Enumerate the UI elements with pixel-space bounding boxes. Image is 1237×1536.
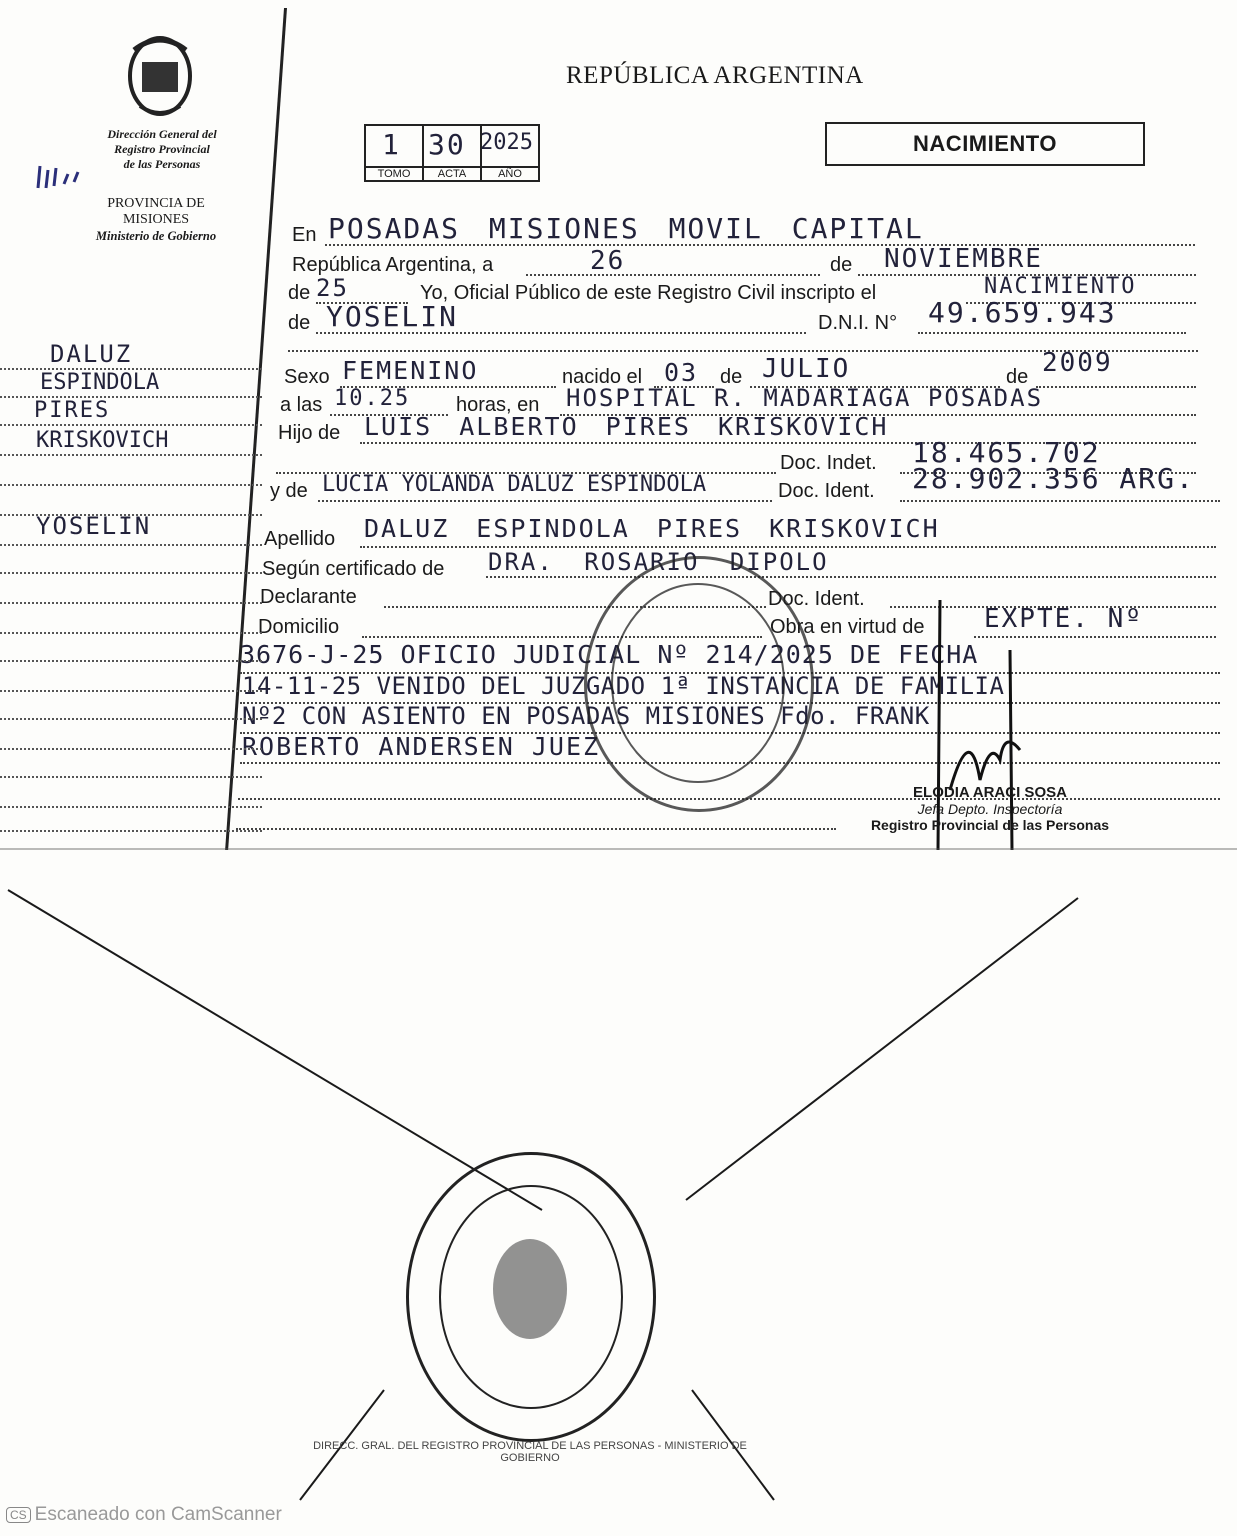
value-padre-doc: 18.465.702 <box>912 436 1101 469</box>
label-segun: Según certificado de <box>262 558 445 580</box>
label-a-las: a las <box>280 394 323 416</box>
label-de-anio: de <box>1006 366 1029 388</box>
agency-line-2: Registro Provincial <box>114 142 210 156</box>
value-sexo: FEMENINO <box>342 356 479 385</box>
province-line-1: PROVINCIA DE <box>107 196 205 211</box>
value-nac-anio: 2009 <box>1042 348 1113 378</box>
margin-note-1: DALUZ <box>50 340 133 368</box>
value-madre-doc: 28.902.356 ARG. <box>912 462 1195 495</box>
label-sexo: Sexo <box>284 366 330 388</box>
margin-note-5: YOSELIN <box>36 512 152 540</box>
label-nacido-el: nacido el <box>562 366 643 388</box>
value-dia: 26 <box>590 246 626 276</box>
value-nac-mes: JULIO <box>762 354 851 384</box>
label-de-2: de <box>288 282 311 304</box>
ministry-name: Ministerio de Gobierno <box>95 229 217 243</box>
tomo-label: TOMO <box>366 166 422 180</box>
anio-label: AÑO <box>482 166 538 180</box>
agency-line-3: de las Personas <box>123 157 201 171</box>
label-yo-oficial: Yo, Oficial Público de este Registro Civil inscripto el <box>420 282 877 304</box>
anio-value: 2025 <box>480 130 533 155</box>
registry-seal <box>406 1152 656 1442</box>
value-anio-corto: 25 <box>316 274 349 302</box>
margin-note-2: ESPINDOLA <box>40 370 160 395</box>
signature-title-1: Jefa Depto. Inspectoría <box>917 801 1063 817</box>
margin-note-3: PIRES <box>34 398 111 423</box>
label-dni: D.N.I. N° <box>818 312 898 334</box>
label-de-3: de <box>288 312 311 334</box>
signature-name: ELODIA ARACI SOSA <box>913 784 1067 801</box>
value-mes: NOVIEMBRE <box>884 244 1043 274</box>
label-doc-indet: Doc. Indet. <box>780 452 877 474</box>
value-lugar-nac: HOSPITAL R. MADARIAGA POSADAS <box>566 384 1044 412</box>
agency-line-1: Dirección General del <box>107 127 217 141</box>
acta-value: 30 <box>428 128 466 161</box>
value-nombre: YOSELIN <box>326 300 459 333</box>
value-padre: LUIS ALBERTO PIRES KRISKOVICH <box>364 412 889 441</box>
value-hora: 10.25 <box>334 386 411 411</box>
value-lugar: POSADAS MISIONES MOVIL CAPITAL <box>328 212 924 245</box>
value-nac-dia: 03 <box>664 358 699 387</box>
register-box <box>364 124 540 182</box>
doc-type-box <box>825 122 1145 166</box>
seal-text: DIRECC. GRAL. DEL REGISTRO PROVINCIAL DE LAS PERSONAS - MINISTERIO DE GOBIERNO <box>313 1440 747 1464</box>
official-seal-overprint <box>584 556 814 812</box>
label-republica: República Argentina, a <box>292 254 494 276</box>
province-line-2: MISIONES <box>122 212 190 227</box>
seal-emblem-icon <box>493 1239 567 1339</box>
coat-of-arms-icon <box>120 28 200 120</box>
ink-mark-icon <box>34 162 88 192</box>
value-obra-linea-4: ROBERTO ANDERSEN JUEZ <box>242 732 601 761</box>
label-de-1: de <box>830 254 853 276</box>
camscanner-text: Escaneado con CamScanner <box>34 1504 282 1525</box>
doc-type-label: NACIMIENTO <box>913 131 1057 156</box>
label-en: En <box>292 224 317 246</box>
camscanner-badge-icon: CS <box>6 1507 31 1523</box>
value-dni: 49.659.943 <box>928 296 1117 329</box>
value-obra-linea-2: 14-11-25 VENIDO DEL JUZGADO 1ª INSTANCIA DE FAMILIA <box>242 672 1005 700</box>
label-declarante: Declarante <box>260 586 357 608</box>
signature-title-2: Registro Provincial de las Personas <box>870 817 1110 833</box>
label-doc-ident-2: Doc. Ident. <box>768 588 865 610</box>
value-obra-linea-3: Nº2 CON ASIENTO EN POSADAS MISIONES Fdo. FRANK <box>242 702 930 730</box>
value-inscripto: NACIMIENTO <box>984 274 1137 299</box>
label-domicilio: Domicilio <box>258 616 340 638</box>
margin-note-4: KRISKOVICH <box>36 428 169 453</box>
label-apellido: Apellido <box>264 528 336 550</box>
value-obra: EXPTE. Nº <box>984 604 1143 634</box>
label-doc-ident: Doc. Ident. <box>778 480 875 502</box>
label-hijo-de: Hijo de <box>278 422 341 444</box>
tomo-value: 1 <box>382 128 401 161</box>
value-apellido: DALUZ ESPINDOLA PIRES KRISKOVICH <box>364 514 940 543</box>
value-certificado: DRA. ROSARIO DIPOLO <box>488 548 829 576</box>
label-obra: Obra en virtud de <box>770 616 925 638</box>
label-y-de: y de <box>270 480 308 502</box>
value-obra-linea-1: 3676-J-25 OFICIO JUDICIAL Nº 214/2025 DE FECHA <box>240 640 979 669</box>
value-madre: LUCIA YOLANDA DALUZ ESPINDOLA <box>322 472 707 497</box>
label-de-mes: de <box>720 366 743 388</box>
acta-label: ACTA <box>424 166 480 180</box>
country-title: REPÚBLICA ARGENTINA <box>566 62 864 89</box>
envelope-lines-icon <box>0 850 1237 1510</box>
label-horas-en: horas, en <box>456 394 540 416</box>
